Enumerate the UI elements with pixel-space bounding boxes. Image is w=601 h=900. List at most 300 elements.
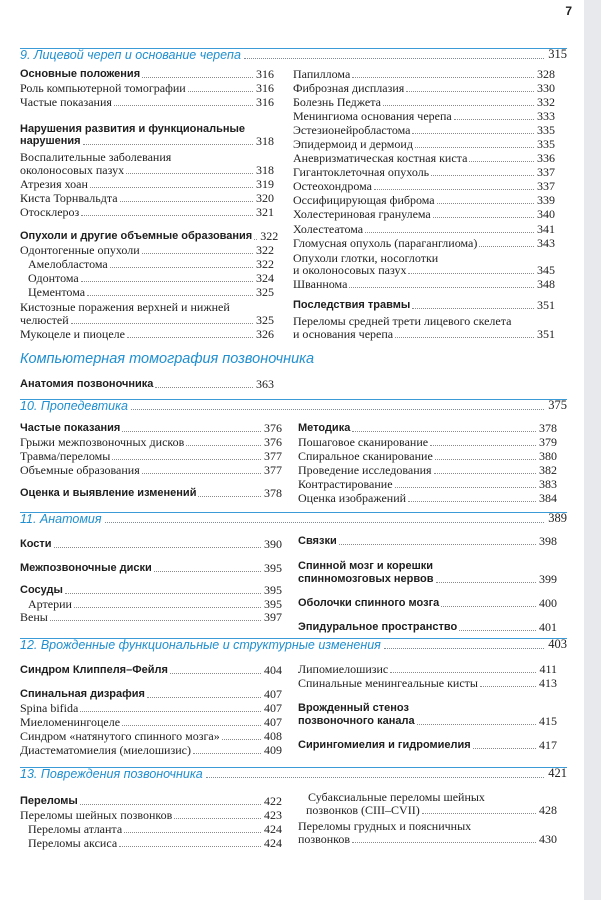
entry-page: 424	[264, 822, 282, 836]
section-heading	[20, 510, 567, 526]
dot-leader	[412, 133, 534, 134]
entry-page: 417	[539, 738, 557, 752]
entry-title: Фиброзная дисплазия	[293, 81, 405, 95]
dot-leader	[170, 673, 261, 674]
dot-leader	[383, 105, 534, 106]
entry-title: Оболочки спинного мозга	[298, 597, 440, 609]
entry-page: 340	[537, 207, 555, 221]
entry-title: спинномозговых нервов	[298, 573, 434, 585]
dot-leader	[65, 593, 261, 594]
entry-title: Объемные образования	[20, 463, 140, 477]
entry-title: Атрезия хоан	[20, 177, 88, 191]
toc-entry	[20, 793, 282, 808]
entry-title: околоносовых пазух	[20, 163, 125, 177]
toc-entry	[20, 807, 282, 822]
dot-leader	[186, 445, 261, 446]
toc-entry	[298, 595, 557, 610]
toc-entry	[293, 221, 555, 236]
dot-leader	[131, 409, 544, 410]
entry-title: Грыжи межпозвоночных дисков	[20, 435, 185, 449]
toc-entry	[298, 675, 557, 690]
dot-leader	[50, 620, 261, 621]
dot-leader	[188, 91, 253, 92]
dot-leader	[408, 501, 536, 502]
dot-leader	[110, 267, 253, 268]
toc-entry	[20, 270, 274, 285]
entry-title: и основания черепа	[293, 327, 394, 341]
entry-page: 383	[539, 477, 557, 491]
dot-leader	[408, 273, 534, 274]
entry-title: Холестериновая гранулема	[293, 207, 431, 221]
entry-page: 422	[264, 794, 282, 808]
entry-title: Эпидермоид и дермоид	[293, 137, 413, 151]
toc-entry	[293, 94, 555, 109]
entry-title-line: Врожденный стеноз	[298, 702, 409, 714]
toc-entry	[293, 178, 555, 193]
dot-leader	[430, 445, 536, 446]
dot-leader	[454, 119, 534, 120]
dot-leader	[406, 91, 534, 92]
toc-entry	[298, 661, 557, 676]
entry-title: Основные положения	[20, 68, 141, 80]
toc-entry	[293, 297, 555, 312]
entry-title-line: Переломы грудных и поясничных	[298, 819, 472, 833]
toc-entry	[20, 204, 274, 219]
entry-title: Оссифицирующая фиброма	[293, 193, 435, 207]
dot-leader	[365, 232, 534, 233]
toc-entry	[20, 284, 274, 299]
entry-title: и околоносовых пазух	[293, 263, 407, 277]
dot-leader	[422, 813, 536, 814]
toc-entry	[293, 80, 555, 95]
entry-page: 399	[539, 572, 557, 586]
toc-entry	[298, 802, 557, 817]
entry-page: 411	[539, 662, 557, 676]
toc-entry	[298, 448, 557, 463]
toc-entry	[20, 326, 274, 341]
toc-entry	[20, 662, 282, 677]
entry-page: 321	[256, 205, 274, 219]
dot-leader	[473, 748, 536, 749]
dot-leader	[142, 473, 261, 474]
entry-title: Переломы атланта	[28, 822, 123, 836]
entry-title: Спиральное сканирование	[298, 449, 433, 463]
dot-leader	[80, 804, 261, 805]
entry-title: Мукоцеле и пиоцеле	[20, 327, 125, 341]
toc-entry	[20, 228, 279, 243]
dot-leader	[90, 187, 253, 188]
section-title: 12. Врожденные функциональные и структурные изменения	[20, 638, 381, 652]
section-title: 10. Пропедевтика	[20, 399, 128, 413]
entry-title: Эстезионейробластома	[293, 123, 411, 137]
entry-title: Одонтома	[28, 271, 79, 285]
toc-entry	[293, 164, 555, 179]
entry-page: 322	[260, 229, 279, 243]
toc-entry	[20, 728, 282, 743]
dot-leader	[154, 571, 261, 572]
dot-leader	[54, 547, 261, 548]
entry-title: Менингиома основания черепа	[293, 109, 452, 123]
toc-entry	[20, 448, 282, 463]
entry-title: Цементома	[28, 285, 86, 299]
entry-title: нарушения	[20, 135, 81, 147]
entry-title: челюстей	[20, 313, 69, 327]
entry-title: Частые показания	[20, 422, 121, 434]
entry-title: Оценка изображений	[298, 491, 407, 505]
toc-entry	[298, 571, 557, 586]
entry-title: Сирингомиелия и гидромиелия	[298, 739, 471, 751]
dot-leader	[441, 606, 536, 607]
entry-page: 363	[256, 377, 274, 391]
entry-title: Синдром «натянутого спинного мозга»	[20, 729, 220, 743]
section-page: 403	[548, 637, 567, 651]
dot-leader	[120, 201, 253, 202]
dot-leader	[126, 173, 253, 174]
toc-entry	[20, 420, 282, 435]
entry-title: Остеохондрома	[293, 179, 372, 193]
entry-title: Оценка и выявление изменений	[20, 487, 197, 499]
toc-entry	[293, 262, 555, 277]
entry-title: Анатомия позвоночника	[20, 378, 154, 390]
toc-entry	[293, 235, 555, 250]
entry-title: Пошаговое сканирование	[298, 435, 429, 449]
dot-leader	[114, 105, 253, 106]
entry-page: 377	[264, 463, 282, 477]
entry-page: 390	[264, 537, 282, 551]
section-heading	[20, 636, 567, 652]
dot-leader	[480, 686, 536, 687]
toc-entry	[20, 94, 274, 109]
entry-title: Межпозвоночные диски	[20, 562, 152, 574]
dot-leader	[352, 77, 534, 78]
toc-entry	[20, 66, 274, 81]
entry-title-line: Кистозные поражения верхней и нижней	[20, 300, 230, 314]
toc-entry	[293, 206, 555, 221]
toc-entry	[293, 122, 555, 137]
entry-title: позвоночного канала	[298, 715, 415, 727]
dot-leader	[222, 739, 261, 740]
toc-entry	[20, 176, 274, 191]
entry-title: Spina bifida	[20, 701, 79, 715]
toc-entry	[20, 376, 274, 391]
toc-entry	[20, 714, 282, 729]
entry-title: Отосклероз	[20, 205, 80, 219]
entry-title-line: Спинной мозг и корешки	[298, 560, 434, 572]
entry-title: Синдром Клиппеля–Фейля	[20, 664, 168, 676]
dot-leader	[437, 203, 534, 204]
entry-page: 376	[264, 421, 282, 435]
entry-title: Диастематомиелия (миелошизис)	[20, 743, 191, 757]
section-heading	[20, 46, 567, 62]
dot-leader	[352, 842, 536, 843]
toc-entry	[20, 609, 282, 624]
dot-leader	[459, 630, 536, 631]
entry-title: Частые показания	[20, 95, 112, 109]
toc-entry	[298, 619, 557, 634]
dot-leader	[417, 724, 536, 725]
page-edge-strip	[584, 0, 601, 900]
entry-page: 316	[256, 67, 274, 81]
entry-title-line: Нарушения развития и функциональные	[20, 123, 245, 135]
entry-page: 382	[539, 463, 557, 477]
entry-page: 322	[256, 257, 274, 271]
entry-title-line: Опухоли глотки, носоглотки	[293, 251, 439, 265]
toc-entry	[298, 420, 557, 435]
entry-page: 330	[537, 81, 555, 95]
dot-leader	[469, 161, 534, 162]
toc-entry	[298, 490, 557, 505]
section-heading	[20, 765, 567, 781]
toc-entry	[20, 242, 274, 257]
entry-title: Спинальные менингеальные кисты	[298, 676, 478, 690]
entry-page: 318	[256, 134, 274, 148]
dot-leader	[81, 215, 253, 216]
entry-title-line: Воспалительные заболевания	[20, 150, 172, 164]
toc-entry	[298, 831, 557, 846]
toc-entry	[20, 162, 274, 177]
toc-entry	[20, 485, 282, 500]
dot-leader	[119, 846, 261, 847]
dot-leader	[395, 337, 534, 338]
toc-entry	[20, 256, 274, 271]
dot-leader	[384, 648, 544, 649]
entry-title: Шваннома	[293, 277, 348, 291]
dot-leader	[81, 281, 253, 282]
entry-title-line: Переломы средней трети лицевого скелета	[293, 314, 512, 328]
dot-leader	[206, 777, 545, 778]
dot-leader	[155, 387, 253, 388]
entry-page: 341	[537, 222, 555, 236]
dot-leader	[193, 753, 261, 754]
entry-title: Последствия травмы	[293, 299, 411, 311]
entry-title: Одонтогенные опухоли	[20, 243, 140, 257]
entry-page: 335	[537, 123, 555, 137]
entry-page: 325	[256, 285, 274, 299]
dot-leader	[142, 253, 253, 254]
toc-entry	[293, 66, 555, 81]
dot-leader	[339, 544, 536, 545]
dot-leader	[122, 725, 261, 726]
toc-entry	[20, 434, 282, 449]
entry-page: 319	[256, 177, 274, 191]
entry-title: Спинальная дизрафия	[20, 688, 145, 700]
entry-page: 326	[256, 327, 274, 341]
entry-title: Холестеатома	[293, 222, 364, 236]
entry-page: 400	[539, 596, 557, 610]
dot-leader	[390, 672, 536, 673]
entry-page: 332	[537, 95, 555, 109]
entry-page: 333	[537, 109, 555, 123]
toc-entry	[293, 150, 555, 165]
part-title: Компьютерная томография позвоночника	[20, 351, 315, 367]
entry-page: 424	[264, 836, 282, 850]
dot-leader	[436, 582, 537, 583]
section-heading	[20, 397, 567, 413]
entry-page: 409	[264, 743, 282, 757]
entry-title: Амелобластома	[28, 257, 108, 271]
entry-page: 380	[539, 449, 557, 463]
section-page: 315	[548, 47, 567, 61]
toc-entry	[298, 462, 557, 477]
dot-leader	[83, 144, 253, 145]
entry-page: 345	[537, 263, 555, 277]
dot-leader	[244, 58, 544, 59]
toc-entry	[293, 326, 555, 341]
entry-title: Кости	[20, 538, 52, 550]
section-page: 389	[548, 511, 567, 525]
entry-page: 339	[537, 193, 555, 207]
page-number: 7	[565, 4, 572, 18]
toc-entry	[293, 136, 555, 151]
toc-entry	[298, 737, 557, 752]
dot-leader	[349, 287, 534, 288]
entry-title: Липомиелошизис	[298, 662, 389, 676]
dot-leader	[122, 431, 261, 432]
entry-title: Вены	[20, 610, 48, 624]
toc-entry	[293, 192, 555, 207]
entry-title: позвонков (CIII–CVII)	[306, 803, 420, 817]
entry-title: Киста Торнвальдта	[20, 191, 118, 205]
entry-title: Гломусная опухоль (параганглиома)	[293, 236, 478, 250]
entry-page: 379	[539, 435, 557, 449]
section-page: 421	[548, 766, 567, 780]
entry-title-line: Субаксиальные переломы шейных	[308, 790, 485, 804]
section-title: 9. Лицевой череп и основание черепа	[20, 48, 241, 62]
dot-leader	[415, 147, 534, 148]
entry-page: 316	[256, 81, 274, 95]
entry-page: 335	[537, 137, 555, 151]
entry-page: 428	[539, 803, 557, 817]
entry-page: 325	[256, 313, 274, 327]
dot-leader	[87, 295, 253, 296]
entry-title: Проведение исследования	[298, 463, 432, 477]
dot-leader	[431, 175, 534, 176]
entry-page: 407	[264, 687, 282, 701]
dot-leader	[412, 308, 534, 309]
dot-leader	[434, 473, 536, 474]
entry-page: 395	[264, 583, 282, 597]
dot-leader	[142, 77, 253, 78]
toc-entry	[293, 276, 555, 291]
toc-entry	[20, 80, 274, 95]
entry-title: Папиллома	[293, 67, 351, 81]
entry-title: Роль компьютерной томографии	[20, 81, 186, 95]
section-page: 375	[548, 398, 567, 412]
entry-page: 404	[264, 663, 282, 677]
dot-leader	[80, 711, 261, 712]
entry-title: Переломы	[20, 795, 78, 807]
dot-leader	[127, 337, 253, 338]
entry-page: 378	[264, 486, 282, 500]
toc-entry	[20, 821, 282, 836]
dot-leader	[395, 487, 536, 488]
entry-page: 384	[539, 491, 557, 505]
toc-entry	[298, 713, 557, 728]
dot-leader	[198, 496, 261, 497]
dot-leader	[112, 459, 261, 460]
dot-leader	[435, 459, 536, 460]
entry-page: 395	[264, 561, 282, 575]
entry-page: 423	[264, 808, 282, 822]
entry-title: позвонков	[298, 832, 351, 846]
toc-entry	[20, 835, 282, 850]
entry-title: Миеломенингоцеле	[20, 715, 121, 729]
entry-page: 415	[539, 714, 557, 728]
toc-entry	[20, 133, 274, 148]
entry-title: Методика	[298, 422, 351, 434]
entry-title: Переломы шейных позвонков	[20, 808, 173, 822]
entry-page: 351	[537, 298, 555, 312]
toc-entry	[298, 476, 557, 491]
dot-leader	[352, 431, 536, 432]
entry-page: 397	[264, 610, 282, 624]
dot-leader	[147, 697, 261, 698]
entry-title: Болезнь Педжета	[293, 95, 381, 109]
toc-entry	[20, 536, 282, 551]
entry-title: Аневризматическая костная киста	[293, 151, 468, 165]
toc-entry	[293, 108, 555, 123]
entry-page: 324	[256, 271, 274, 285]
entry-page: 316	[256, 95, 274, 109]
entry-page: 401	[539, 620, 557, 634]
dot-leader	[174, 818, 261, 819]
entry-page: 318	[256, 163, 274, 177]
entry-title: Гигантоклеточная опухоль	[293, 165, 430, 179]
toc-entry	[20, 312, 274, 327]
entry-page: 348	[537, 277, 555, 291]
toc-entry	[20, 190, 274, 205]
entry-page: 398	[539, 534, 557, 548]
entry-page: 430	[539, 832, 557, 846]
dot-leader	[479, 246, 534, 247]
entry-page: 407	[264, 715, 282, 729]
section-title: 11. Анатомия	[20, 512, 102, 526]
entry-title: Эпидуральное пространство	[298, 621, 458, 633]
toc-entry	[20, 686, 282, 701]
dot-leader	[433, 217, 534, 218]
entry-page: 378	[539, 421, 557, 435]
entry-page: 351	[537, 327, 555, 341]
toc-entry	[20, 560, 282, 575]
entry-page: 328	[537, 67, 555, 81]
dot-leader	[71, 323, 253, 324]
dot-leader	[105, 522, 545, 523]
entry-page: 395	[264, 597, 282, 611]
entry-page: 408	[264, 729, 282, 743]
entry-title: Переломы аксиса	[28, 836, 118, 850]
entry-page: 336	[537, 151, 555, 165]
toc-entry	[20, 742, 282, 757]
entry-page: 322	[256, 243, 274, 257]
dot-leader	[374, 189, 534, 190]
toc-entry	[20, 700, 282, 715]
entry-page: 337	[537, 165, 555, 179]
toc-entry	[20, 582, 282, 597]
dot-leader	[124, 832, 261, 833]
entry-title: Связки	[298, 535, 337, 547]
entry-title: Сосуды	[20, 584, 63, 596]
entry-page: 413	[539, 676, 557, 690]
entry-page: 376	[264, 435, 282, 449]
entry-title: Опухоли и другие объемные образования	[20, 230, 253, 242]
entry-page: 320	[256, 191, 274, 205]
entry-page: 407	[264, 701, 282, 715]
section-title: 13. Повреждения позвоночника	[20, 767, 203, 781]
dot-leader	[74, 607, 261, 608]
entry-title: Контрастирование	[298, 477, 393, 491]
toc-entry	[298, 533, 557, 548]
toc-entry	[20, 462, 282, 477]
